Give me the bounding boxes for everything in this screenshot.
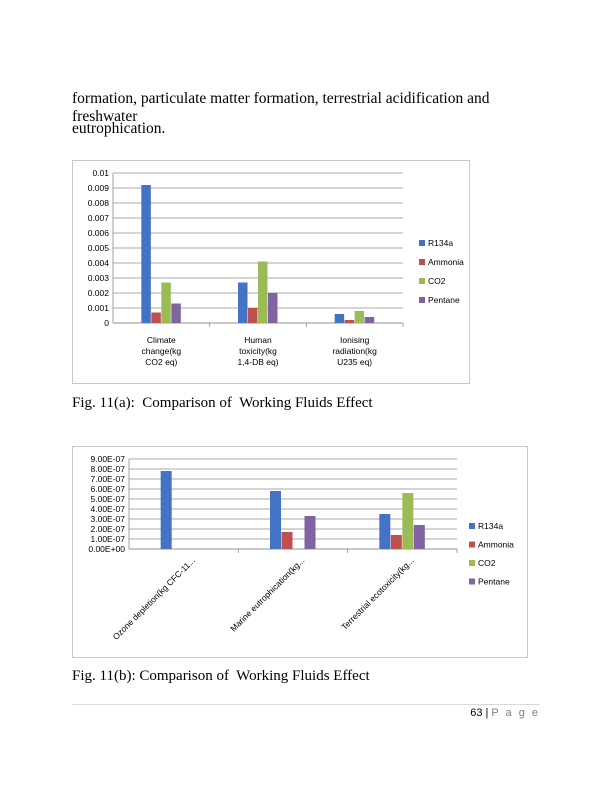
y-tick-label: 1.00E-07 (90, 534, 125, 544)
legend-label-co2: CO2 (428, 276, 446, 286)
footer-divider (72, 704, 540, 705)
bar-ammonia (151, 313, 161, 324)
bar-r134a (161, 471, 172, 549)
bar-r134a (141, 185, 151, 323)
y-tick-label: 5.00E-07 (90, 494, 125, 504)
y-tick-label: 0.001 (87, 303, 109, 313)
footer-separator: | (485, 707, 489, 719)
y-tick-label: 2.00E-07 (90, 524, 125, 534)
legend-label-r134a: R134a (478, 521, 504, 531)
bar-ammonia (391, 535, 402, 549)
y-tick-label: 6.00E-07 (90, 484, 125, 494)
caption-fig-11b: Fig. 11(b): Comparison of Working Fluids Effect (72, 668, 370, 684)
y-tick-label: 0.005 (87, 243, 109, 253)
bar-co2 (258, 262, 268, 324)
legend-label-ammonia: Ammonia (478, 539, 514, 550)
x-tick-label: 1,4-DB eq) (237, 357, 279, 367)
x-tick-label: change(kg (141, 346, 182, 356)
chart-fig-11a (72, 160, 470, 384)
bar-pentane (268, 293, 278, 323)
legend-label-r134a: R134a (428, 238, 454, 248)
y-tick-label: 0.008 (87, 198, 109, 208)
legend-swatch-ammonia (419, 259, 425, 265)
page-label: P a g e (491, 707, 540, 719)
x-tick-label: radiation(kg (332, 346, 377, 356)
legend-label-co2: CO2 (478, 558, 496, 568)
x-tick-label: Terrestrial ecotoxicity(kg... (339, 555, 416, 632)
bar-ammonia (248, 308, 258, 323)
page-number: 63 (470, 707, 483, 719)
legend-swatch-r134a (469, 523, 475, 529)
x-tick-label: Climate (146, 335, 176, 345)
y-tick-label: 0.01 (92, 168, 109, 178)
caption-fig-11a: Fig. 11(a): Comparison of Working Fluids Effect (72, 395, 373, 411)
y-tick-label: 0.007 (87, 213, 109, 223)
bar-ammonia (345, 320, 355, 323)
y-tick-label: 0.009 (87, 183, 109, 193)
y-tick-label: 7.00E-07 (90, 474, 125, 484)
y-tick-label: 0.00E+00 (88, 544, 125, 554)
body-text-line-2: eutrophication. (72, 120, 166, 137)
legend-swatch-r134a (419, 240, 425, 246)
bar-r134a (379, 514, 390, 549)
y-tick-label: 0 (104, 318, 109, 328)
bar-pentane (171, 304, 181, 324)
bar-pentane (414, 525, 425, 549)
x-tick-label: CO2 eq) (145, 357, 178, 367)
bar-co2 (161, 283, 171, 324)
y-tick-label: 9.00E-07 (90, 454, 125, 464)
x-tick-label: Human (244, 335, 272, 345)
chart-fig-11b-svg (73, 447, 527, 657)
x-tick-label: toxicity(kg (239, 346, 277, 356)
bar-r134a (270, 491, 281, 549)
bar-r134a (335, 314, 345, 323)
y-tick-label: 4.00E-07 (90, 504, 125, 514)
legend-label-pentane: Pentane (478, 576, 510, 587)
body-text-line-1: formation, particulate matter formation, terrestrial acidification and freshwater (72, 90, 490, 125)
y-tick-label: 0.004 (87, 258, 109, 268)
bar-r134a (238, 283, 248, 324)
x-tick-label: Ionising (340, 335, 370, 345)
y-tick-label: 3.00E-07 (90, 514, 125, 524)
legend-swatch-pentane (419, 297, 425, 303)
x-tick-label: Ozone depletion(kg CFC-11... (110, 555, 198, 642)
y-tick-label: 0.002 (87, 288, 109, 298)
bar-pentane (365, 317, 375, 323)
legend-label-pentane: Pentane (428, 295, 460, 305)
x-tick-label: Marine eutrophication(kg... (228, 555, 307, 634)
legend-swatch-ammonia (469, 542, 475, 548)
y-tick-label: 0.003 (87, 273, 109, 283)
bar-co2 (355, 311, 365, 323)
y-tick-label: 0.006 (87, 228, 109, 238)
y-tick-label: 8.00E-07 (90, 464, 125, 474)
bar-pentane (305, 516, 316, 549)
legend-swatch-pentane (469, 579, 475, 585)
legend-swatch-co2 (419, 278, 425, 284)
bar-co2 (402, 493, 413, 549)
page-footer (470, 707, 540, 719)
legend-label-ammonia: Ammonia (428, 257, 464, 267)
chart-fig-11b (72, 446, 528, 658)
legend-swatch-co2 (469, 560, 475, 566)
chart-fig-11a-svg (73, 161, 469, 383)
x-tick-label: U235 eq) (337, 357, 373, 367)
bar-ammonia (282, 532, 293, 549)
